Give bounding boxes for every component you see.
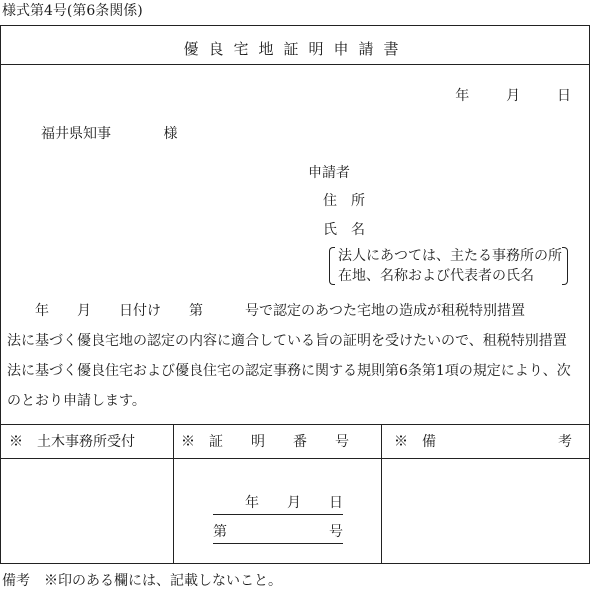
addressee-name: 福井県知事 [41,126,111,142]
name-label: 氏 名 [323,222,365,238]
applicant-label: 申請者 [308,165,350,181]
title-divider [1,64,589,65]
certificate-number-header: ※ 証 明 番 号 [181,434,349,450]
remarks-header: ※ 備 [394,434,436,450]
address-label: 住 所 [323,193,365,209]
addressee-honorific: 様 [163,126,178,142]
certificate-number [213,521,343,544]
application-date [455,85,571,105]
date-month: 月 [506,88,521,104]
remarks-header-end: 考 [558,434,572,450]
cert-num-suffix: 号 [329,524,343,540]
reception-header: ※ 土木事務所受付 [9,434,135,450]
table-top-border [1,424,589,425]
certificate-date: 年 月 日 [213,492,343,515]
application-form [0,25,590,564]
corporate-note [329,246,566,286]
corporate-note-line1: 法人にあつては、主たる事務所の所 [338,248,562,264]
cert-num-prefix: 第 [213,524,227,540]
addressee [41,123,177,143]
form-number-label: 様式第4号(第6条関係) [2,3,143,19]
table-col-divider-1 [173,424,174,564]
corporate-note-line2: 在地、名称および代表者の氏名 [338,268,534,284]
remarks-note: 備考 ※印のある欄には、記載しないこと。 [2,573,282,589]
body-line: 年 月 日付け 第 号で認定のあつた宅地の造成が租税特別措置 [7,303,525,319]
table-header-divider [1,458,589,459]
body-line: 法に基づく優良宅地の認定の内容に適合している旨の証明を受けたいので、租税特別措置 [7,333,567,349]
date-day: 日 [557,88,571,104]
body-line: 法に基づく優良住宅および優良住宅の認定事務に関する規則第6条第1項の規定により、次 [7,363,571,379]
table-col-divider-2 [381,424,382,564]
application-body [7,296,589,416]
body-line: のとおり申請します。 [7,393,146,409]
form-title: 優良宅地証明申請書 [183,40,409,58]
date-year: 年 [455,88,470,104]
